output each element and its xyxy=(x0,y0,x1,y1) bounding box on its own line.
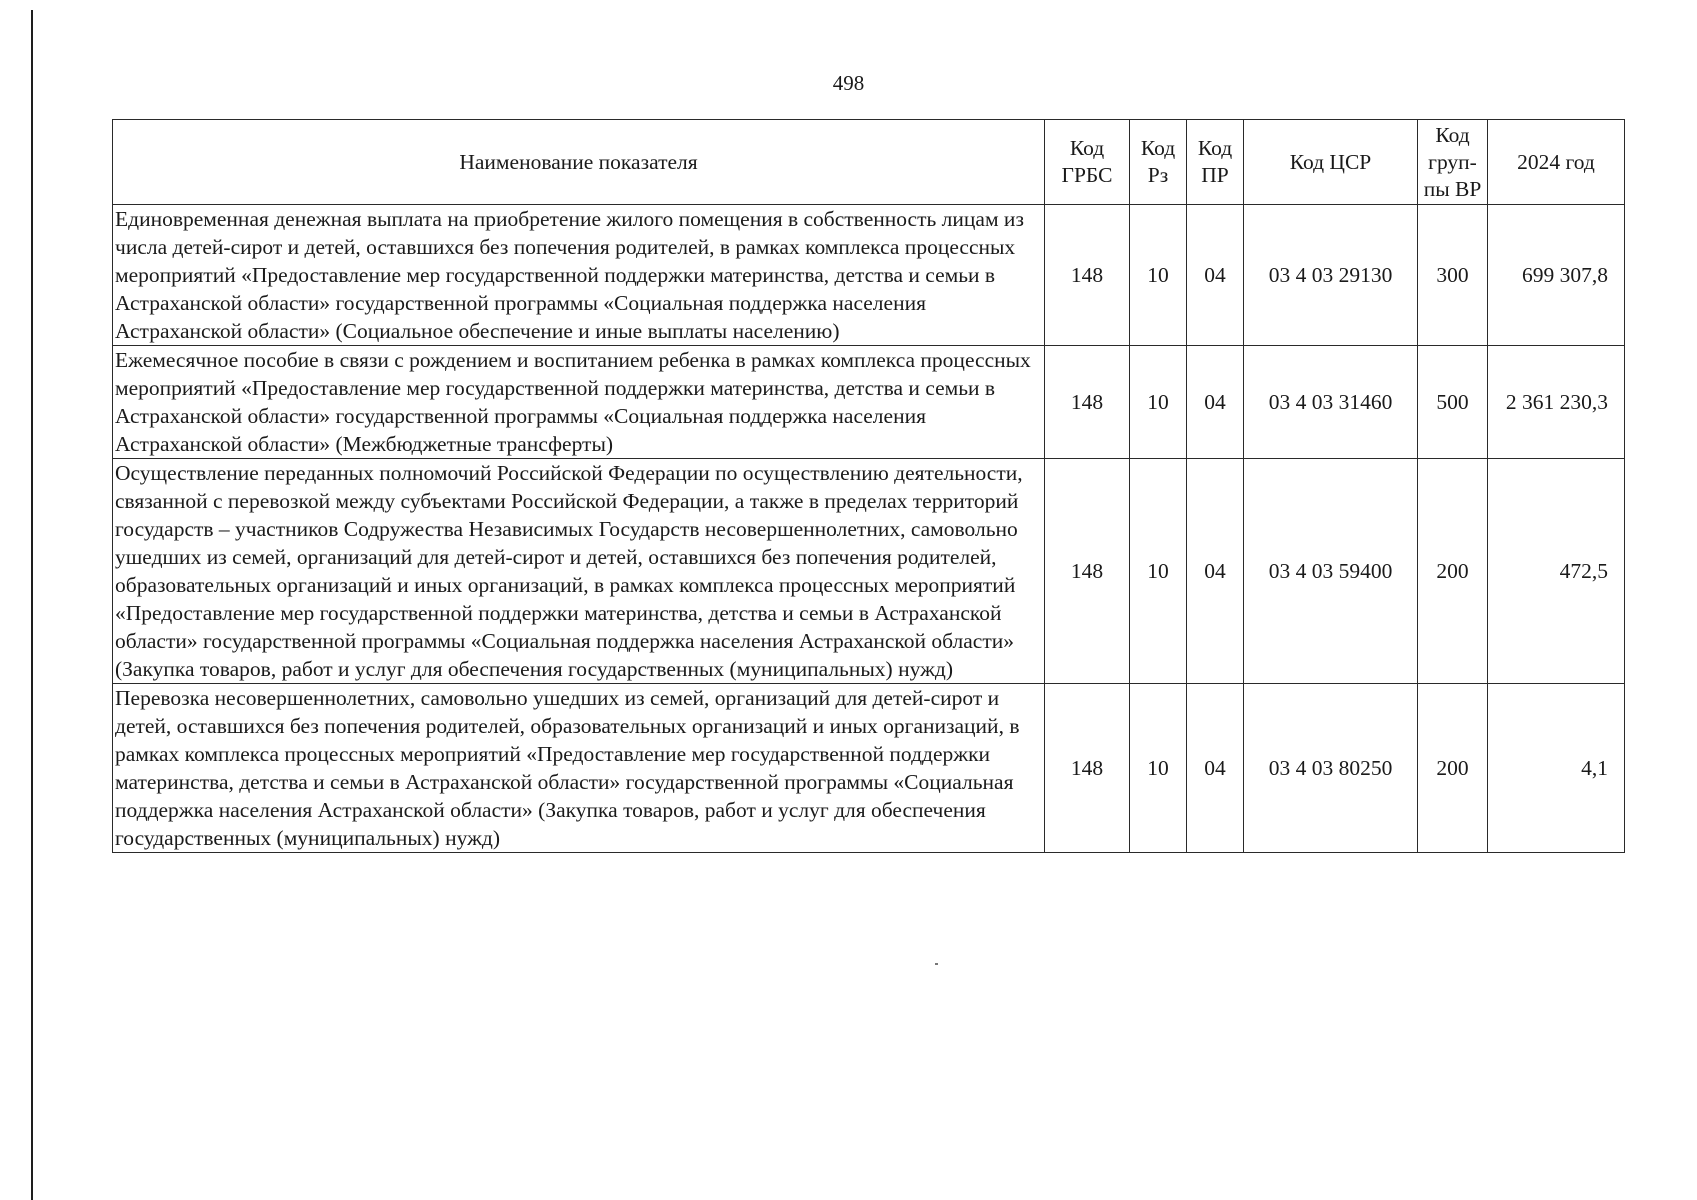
header-grbs: Код ГРБС xyxy=(1045,120,1130,205)
table-row xyxy=(113,205,1625,346)
header-vr: Код груп-пы ВР xyxy=(1418,120,1488,205)
row-name-cell: Единовременная денежная выплата на приобретение жилого помещения в собственность лицам из числа детей-сирот и детей, оставшихся без попечения родителей, в рамках комплекса процессных мероприятий «Предоставление мер государственной поддержки материнства, детства и семьи в Астраханской области» государственной программы «Социальная поддержка населения Астраханской области» (Социальное обеспечение и иные выплаты населению) xyxy=(113,205,1045,346)
row-grbs-cell: 148 xyxy=(1045,684,1130,853)
row-pr-cell: 04 xyxy=(1187,684,1244,853)
row-rz-cell: 10 xyxy=(1130,459,1187,684)
row-rz-cell: 10 xyxy=(1130,346,1187,459)
row-rz-cell: 10 xyxy=(1130,205,1187,346)
row-csr-cell: 03 4 03 59400 xyxy=(1244,459,1418,684)
table-row xyxy=(113,684,1625,853)
header-pr: Код ПР xyxy=(1187,120,1244,205)
row-amount-cell: 2 361 230,3 xyxy=(1488,346,1625,459)
header-csr: Код ЦСР xyxy=(1244,120,1418,205)
row-name-cell: Перевозка несовершеннолетних, самовольно ушедших из семей, организаций для детей-сирот и детей, оставшихся без попечения родителей, образовательных организаций и иных организаций, в рамках комплекса процессных мероприятий «Предоставление мер государственной поддержки материнства, детства и семьи в Астраханской области» государственной программы «Социальная поддержка населения Астраханской области» (Закупка товаров, работ и услуг для обеспечения государственных (муниципальных) нужд) xyxy=(113,684,1045,853)
row-name-cell: Осуществление переданных полномочий Российской Федерации по осуществлению деятельности, связанной с перевозкой между субъектами Российской Федерации, а также в пределах территорий государств – участников Содружества Независимых Государств несовершеннолетних, самовольно ушедших из семей, организаций для детей-сирот и детей, оставшихся без попечения родителей, образовательных организаций и иных организаций, в рамках комплекса процессных мероприятий «Предоставление мер государственной поддержки материнства, детства и семьи в Астраханской области» государственной программы «Социальная поддержка населения Астраханской области» (Закупка товаров, работ и услуг для обеспечения государственных (муниципальных) нужд) xyxy=(113,459,1045,684)
row-amount-cell: 699 307,8 xyxy=(1488,205,1625,346)
header-name: Наименование показателя xyxy=(113,120,1045,205)
header-rz: Код Рз xyxy=(1130,120,1187,205)
row-vr-cell: 300 xyxy=(1418,205,1488,346)
row-vr-cell: 200 xyxy=(1418,459,1488,684)
row-csr-cell: 03 4 03 80250 xyxy=(1244,684,1418,853)
row-pr-cell: 04 xyxy=(1187,205,1244,346)
header-year: 2024 год xyxy=(1488,120,1625,205)
budget-table xyxy=(112,119,1625,853)
row-grbs-cell: 148 xyxy=(1045,459,1130,684)
row-pr-cell: 04 xyxy=(1187,459,1244,684)
table-header-row xyxy=(113,120,1625,205)
row-rz-cell: 10 xyxy=(1130,684,1187,853)
scan-speck xyxy=(935,963,938,965)
row-amount-cell: 472,5 xyxy=(1488,459,1625,684)
row-amount-cell: 4,1 xyxy=(1488,684,1625,853)
row-vr-cell: 500 xyxy=(1418,346,1488,459)
row-csr-cell: 03 4 03 31460 xyxy=(1244,346,1418,459)
row-vr-cell: 200 xyxy=(1418,684,1488,853)
row-name-cell: Ежемесячное пособие в связи с рождением и воспитанием ребенка в рамках комплекса процессных мероприятий «Предоставление мер государственной поддержки материнства, детства и семьи в Астраханской области» государственной программы «Социальная поддержка населения Астраханской области» (Межбюджетные трансферты) xyxy=(113,346,1045,459)
binding-margin-line xyxy=(31,10,33,1200)
table-row xyxy=(113,346,1625,459)
row-grbs-cell: 148 xyxy=(1045,346,1130,459)
table-row xyxy=(113,459,1625,684)
row-pr-cell: 04 xyxy=(1187,346,1244,459)
row-grbs-cell: 148 xyxy=(1045,205,1130,346)
page-number: 498 xyxy=(832,71,865,95)
row-csr-cell: 03 4 03 29130 xyxy=(1244,205,1418,346)
